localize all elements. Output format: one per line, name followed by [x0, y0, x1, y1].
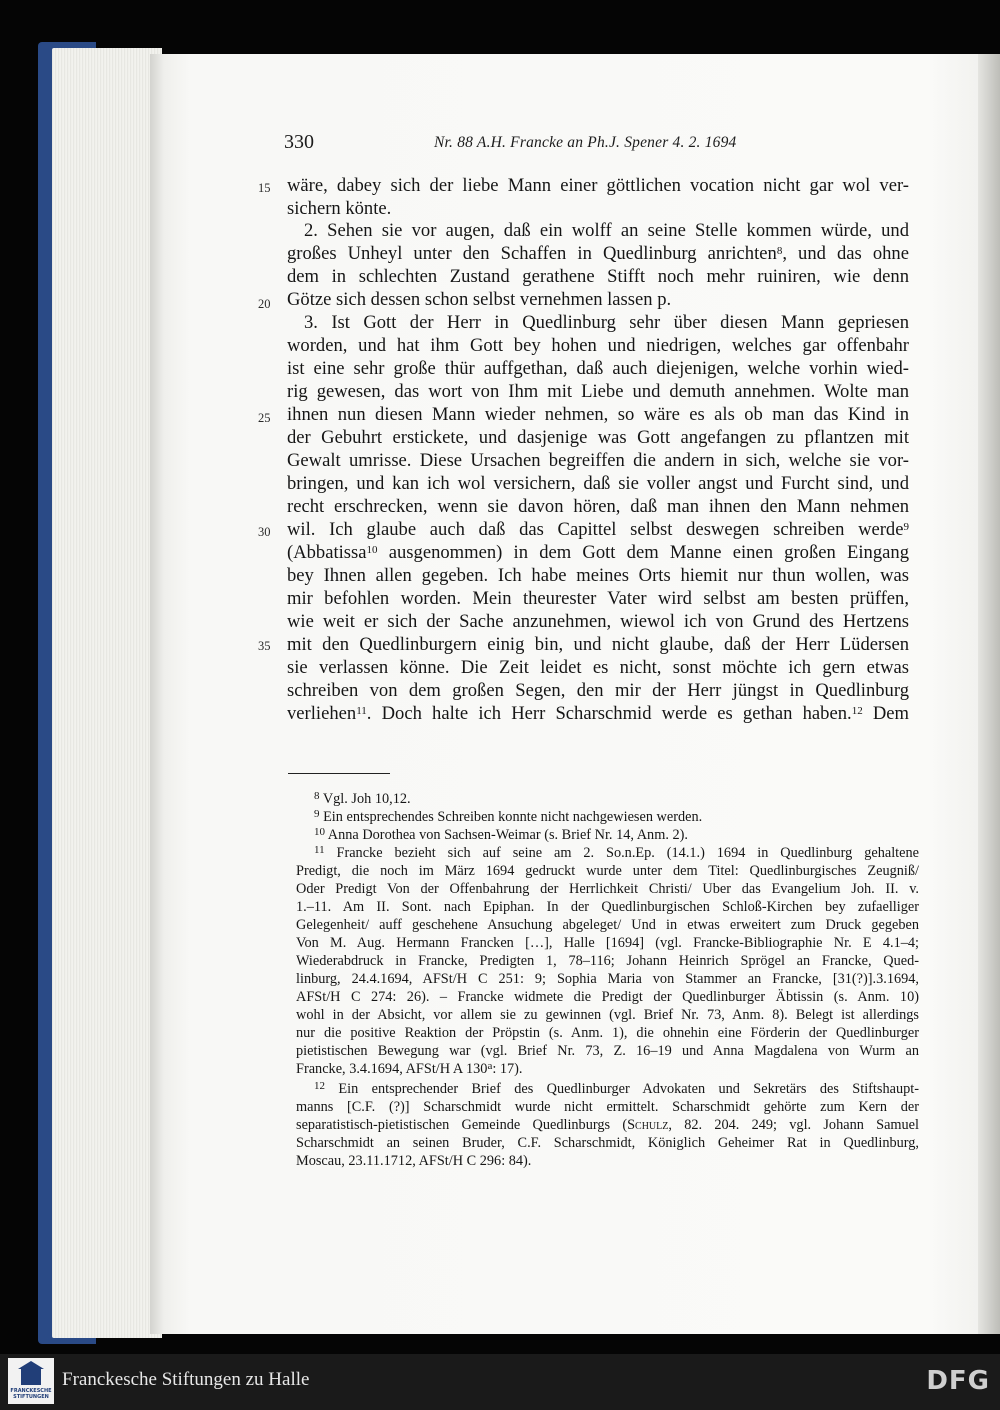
footnote-line: wohl in der Absicht, vor allem sie zu gewinnen (vgl. Brief Nr. 73, Anm. 8). Belegt ist allerdings: [296, 1007, 919, 1023]
footnote-text: Ein entsprechendes Schreiben konnte nicht nachgewiesen werden.: [323, 809, 703, 825]
footnote-text: Anna Dorothea von Sachsen-Weimar (s. Brief Nr. 14, Anm. 2).: [327, 827, 688, 843]
text-segment: Dem: [862, 703, 909, 724]
footnote-line: linburg, 24.4.1694, AFSt/H C 251: 9; Sophia Maria von Stammer an Francke, [31(?)].3.1694,: [296, 971, 919, 987]
institution-name: Franckesche Stiftungen zu Halle: [62, 1369, 310, 1390]
text-line: der Gebuhrt erstickete, und dasjenige was Gott angefangen zu pflantzen mit: [287, 427, 909, 448]
running-title: Nr. 88 A.H. Francke an Ph.J. Spener 4. 2. 1694: [434, 134, 737, 151]
logo-text-line: FRANCKESCHE: [10, 1388, 52, 1394]
text-line: bringen, und kan ich wol versichern, daß sie voller angst und Furcht sind, und: [287, 473, 909, 494]
logo-building-shape: [21, 1367, 41, 1385]
text-line: [287, 243, 909, 267]
footnote-line: [296, 1061, 919, 1080]
footnote-ref: 10: [366, 544, 378, 556]
line-number: 30: [258, 525, 271, 539]
footnote-line: AFSt/H C 274: 26). – Francke widmete die Predigt der Quedlinburger Äbtissin (s. Anm. 10): [296, 989, 919, 1005]
logo-text: [8, 1388, 54, 1400]
viewer-footer-bar: [0, 1354, 1000, 1410]
text-line: 2. Sehen sie vor augen, daß ein wolff an seine Stelle kommen würde, und: [304, 220, 909, 241]
footnote-line: Von M. Aug. Hermann Francken […], Halle [1694] (vgl. Francke-Bibliographie Nr. E 4.1–4;: [296, 935, 919, 951]
text-segment: , und das ohne: [782, 243, 909, 264]
text-line: wie weit er sich der Sache anzunehmen, wiewol ich von Grund des Hertzens: [287, 611, 909, 632]
footnote-number: 8: [314, 790, 320, 802]
footnote-text: : 17).: [492, 1061, 523, 1077]
footnote-number: 10: [314, 826, 325, 838]
footnote-rule: [288, 773, 390, 774]
text-line: wäre, dabey sich der liebe Mann einer göttlichen vocation nicht gar wol ver-: [287, 175, 909, 196]
footnote-line: Predigt, die noch im März 1694 gedruckt wurde unter dem Titel: Quedlinburgisches Zeugniß/: [296, 863, 919, 879]
text-line: [287, 703, 909, 727]
footnote-text: Francke bezieht sich auf seine am 2. So.n.Ep. (14.1.) 1694 in Quedlinburg gehaltene: [336, 845, 919, 861]
author-name-smallcaps: Schulz: [627, 1117, 669, 1133]
footnote-line: [296, 1117, 919, 1136]
running-header: [284, 131, 764, 157]
footnote-11: [314, 845, 919, 864]
line-number: 15: [258, 181, 271, 195]
footnote-number: 9: [314, 808, 320, 820]
text-line: schreiben von dem großen Segen, den mir der Herr jüngst in Quedlinburg: [287, 680, 909, 701]
page-stack-edges: [52, 48, 162, 1338]
footnote-line: Scharschmidt an seinen Bruder, C.F. Scharschmidt, Königlich Geheimer Rat in Quedlinburg,: [296, 1135, 919, 1151]
superscript: a: [487, 1060, 493, 1072]
page-number: 330: [284, 131, 314, 153]
footnote-number: 12: [314, 1080, 325, 1092]
text-segment: (Abbatissa: [287, 542, 367, 563]
line-number: 25: [258, 411, 271, 425]
footnote-line: manns [C.F. (?)] Scharschmidt wurde nicht ermittelt. Scharschmidt gehörte zum Kern der: [296, 1099, 919, 1115]
footnote-line: nur die positive Reaktion der Pröpstin (s. Anm. 1), die ohnehin eine Förderin der Quedlinburger: [296, 1025, 919, 1041]
text-line: 3. Ist Gott der Herr in Quedlinburg sehr über diesen Mann gepriesen: [304, 312, 909, 333]
footnote-ref: 11: [356, 705, 367, 717]
text-line: ihnen nun diesen Mann wieder nehmen, so wäre es als ob man das Kind in: [287, 404, 909, 425]
footnote-line: pietistischen Bewegung war (vgl. Brief Nr. 73, Z. 16–19 und Anna Magdalena von Wurm an: [296, 1043, 919, 1059]
footnote-text: Ein entsprechender Brief des Quedlinburger Advokaten und Sekretärs des Stiftshaupt-: [338, 1081, 919, 1097]
footnote-ref: 9: [903, 521, 909, 533]
footnote-line: 1.–11. Am II. Sont. nach Epiphan. In der Quedlinburgischen Schloß-Kirchen bey zufaelliger: [296, 899, 919, 915]
footnote-line: Moscau, 23.11.1712, AFSt/H C 296: 84).: [296, 1153, 532, 1169]
text-segment: wil. Ich glaube auch daß das Capittel selbst deswegen schreiben werde: [287, 519, 904, 540]
text-line: worden, und hat ihm Gott bey hohen und niedrigen, welches gar offenbahr: [287, 335, 909, 356]
footnote-ref: 8: [776, 245, 783, 257]
text-line: Götze sich dessen schon selbst vernehmen lassen p.: [287, 289, 672, 310]
footnote-line: Wiederabdruck in Francke, Predigten 1, 78–116; Johann Heinrich Sprögel an Francke, Qued-: [296, 953, 919, 969]
text-line: Gewalt umrisse. Diese Ursachen begreiffen die andern in sich, welche sie vor-: [287, 450, 909, 471]
text-line: mir befohlen worden. Mein theurester Vater wird selbst am besten prüffen,: [287, 588, 909, 609]
logo-text-line: STIFTUNGEN: [13, 1394, 49, 1400]
text-line: ist eine sehr große thür auffgethan, daß auch diejenigen, welche vorhin wied-: [287, 358, 909, 379]
line-number: 20: [258, 297, 271, 311]
line-number: 35: [258, 639, 271, 653]
footnote-line: Gelegenheit/ auff geschehene Ansuchung abgeleget/ Und in etwas erweitert zum Druck gegeben: [296, 917, 919, 933]
footnote-line: Oder Predigt Von der Offenbahrung der Herrlichkeit Christi/ Uber das Evangelium Joh. II. v.: [296, 881, 919, 897]
text-line: dem in schlechten Zustand gerathene Stifft noch mehr ruiniren, wie denn: [287, 266, 909, 287]
footnote-text: Vgl. Joh 10,12.: [322, 791, 411, 807]
text-line: sichern könte.: [287, 198, 392, 219]
text-line: sie verlassen könne. Die Zeit leidet es nicht, sonst möchte ich gern etwas: [287, 657, 909, 678]
text-line: [287, 542, 909, 566]
footnote-text: , 82. 204. 249; vgl. Johann Samuel: [668, 1117, 920, 1133]
text-line: rig gewesen, das wort von Ihm mit Liebe und demuth annehmen. Wolte man: [287, 381, 909, 402]
text-segment: . Doch halte ich Herr Scharschmid werde es gethan haben.: [366, 703, 852, 724]
footnote-text: separatistisch-pietistischen Gemeinde Quedlinburgs (: [296, 1117, 628, 1133]
spine-shadow: [978, 54, 1000, 1334]
text-segment: großes Unheyl unter den Schaffen in Quedlinburg anrichten: [287, 243, 777, 264]
footnote-ref: 12: [851, 705, 863, 717]
text-segment: verliehen: [287, 703, 357, 724]
text-line: mit den Quedlinburgern einig bin, und nicht glaube, daß der Herr Lüdersen: [287, 634, 909, 655]
footnote-number: 11: [314, 844, 325, 856]
footnote-10: [314, 827, 919, 846]
footnote-9: [314, 809, 919, 828]
text-line: bey Ihnen allen gegeben. Ich habe meines Orts hiemit nur thun wollen, was: [287, 565, 909, 586]
dfg-logo[interactable]: DFG: [926, 1366, 990, 1396]
text-segment: ausgenommen) in dem Gott dem Manne einen großen Eingang: [377, 542, 909, 563]
footnote-12: [314, 1081, 919, 1100]
franckesche-stiftungen-logo[interactable]: [8, 1358, 54, 1404]
text-line: recht erschrecken, wenn sie davon hören, daß man ihnen den Mann nehmen: [287, 496, 909, 517]
footnote-8: [314, 791, 919, 810]
footnote-text: Francke, 3.4.1694, AFSt/H A 130: [296, 1061, 488, 1077]
text-line: [287, 519, 909, 543]
